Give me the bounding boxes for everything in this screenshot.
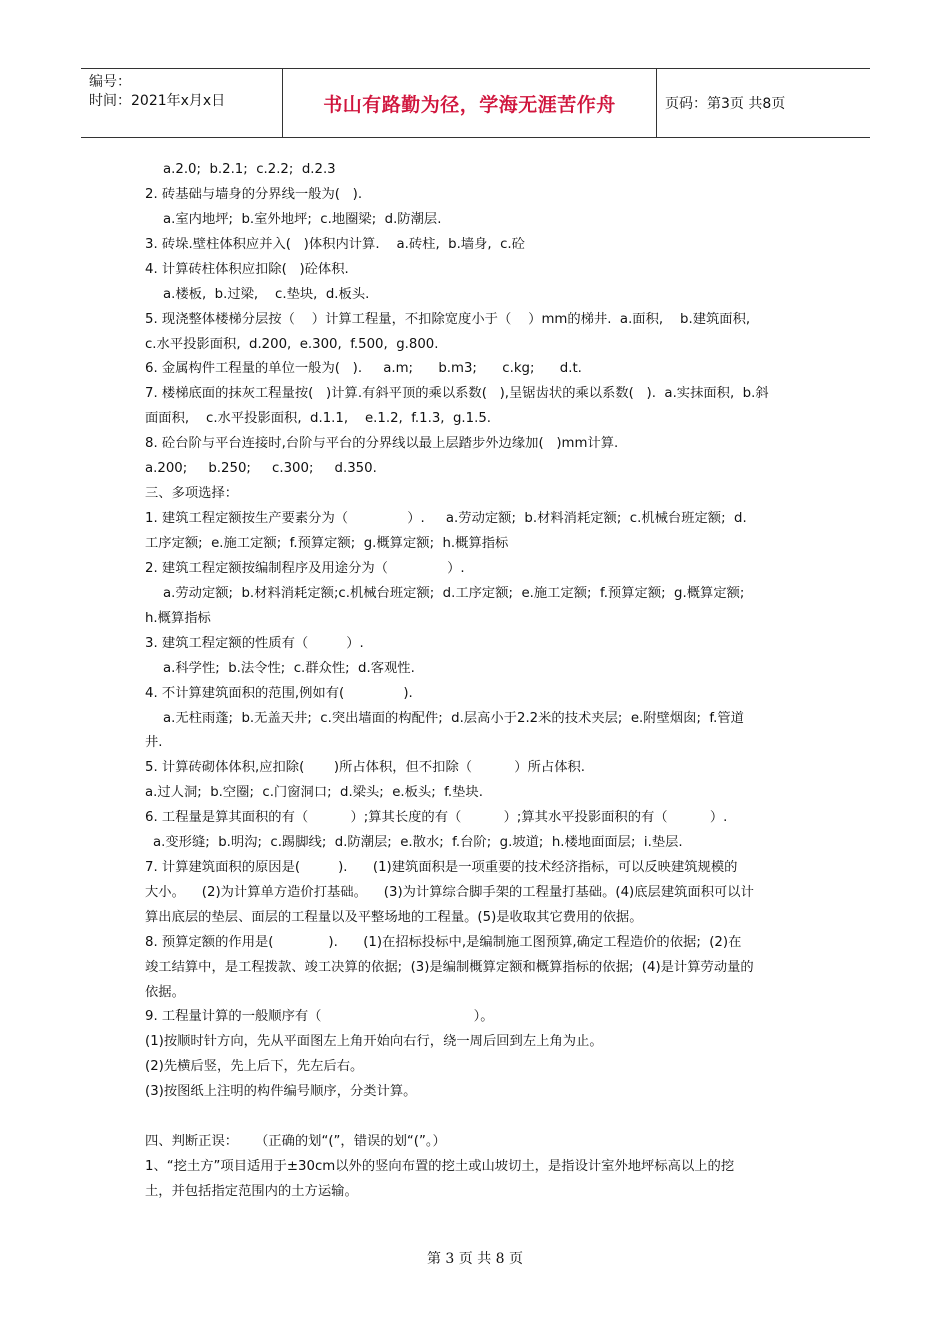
text-line: a.2.0; b.2.1; c.2.2; d.2.3 bbox=[163, 162, 336, 177]
text-line: 4. 计算砖柱体积应扣除( )砼体积. bbox=[145, 262, 349, 277]
text-line: a.室内地坪; b.室外地坪; c.地圈梁; d.防潮层. bbox=[163, 212, 442, 227]
text-line: c.水平投影面积, d.200, e.300, f.500, g.800. bbox=[145, 337, 439, 352]
text-line: (2)先横后竖，先上后下，先左后右。 bbox=[145, 1059, 364, 1074]
text-line: 5. 现浇整体楼梯分层按（ ）计算工程量，不扣除宽度小于（ ）mm的梯井. a.面积, b.建筑面积, bbox=[145, 312, 751, 327]
text-line: 大小。 (2)为计算单方造价打基础。 (3)为计算综合脚手架的工程量打基础。(4)底层建筑面积可以计 bbox=[145, 885, 754, 900]
text-line: 3. 砖垛.壁柱体积应并入( )体积内计算. a.砖柱, b.墙身, c.砼 bbox=[145, 237, 525, 252]
text-line: 算出底层的垫层、面层的工程量以及平整场地的工程量。(5)是收取其它费用的依据。 bbox=[145, 910, 643, 925]
text-line: 2. 砖基础与墙身的分界线一般为( ). bbox=[145, 187, 363, 202]
text-line: 6. 金属构件工程量的单位一般为( ). a.m; b.m3; c.kg; d.t. bbox=[145, 361, 582, 376]
header-page-cell bbox=[657, 69, 870, 137]
motto: 书山有路勤为径，学海无涯苦作舟 bbox=[323, 93, 616, 116]
text-line: 4. 不计算建筑面积的范围,例如有( ). bbox=[145, 686, 413, 701]
page-label: 页码：第3页 共8页 bbox=[665, 96, 786, 112]
text-line: a.楼板, b.过梁, c.垫块, d.板头. bbox=[163, 287, 370, 302]
text-line: 土，并包括指定范围内的土方运输。 bbox=[145, 1184, 358, 1199]
header-meta bbox=[81, 69, 283, 137]
text-line: a.过人洞; b.空圈; c.门窗洞口; d.梁头; e.板头; f.垫块. bbox=[145, 785, 483, 800]
text-line: 8. 砼台阶与平台连接时,台阶与平台的分界线以最上层踏步外边缘加( )mm计算. bbox=[145, 436, 619, 451]
text-line: (1)按顺时针方向，先从平面图左上角开始向右行，绕一周后回到左上角为止。 bbox=[145, 1034, 603, 1049]
section-heading: 三、多项选择： bbox=[145, 486, 239, 501]
text-line: 7. 楼梯底面的抹灰工程量按( )计算.有斜平顶的乘以系数( ),呈锯齿状的乘以系数( ). a.实抹面积, b.斜 bbox=[145, 386, 769, 401]
text-line: 3. 建筑工程定额的性质有（ ）. bbox=[145, 636, 364, 651]
text-line: a.变形缝; b.明沟; c.踢脚线; d.防潮层; e.散水; f.台阶; g.坡道; h.楼地面面层; i.垫层. bbox=[153, 835, 683, 850]
text-line: 依据。 bbox=[145, 985, 185, 1000]
text-line: a.劳动定额; b.材料消耗定额;c.机械台班定额; d.工序定额; e.施工定额; f.预算定额; g.概算定额; bbox=[163, 586, 745, 601]
text-line: h.概算指标 bbox=[145, 611, 211, 626]
page-header bbox=[81, 68, 870, 138]
date-label: 时间：2021年x月x日 bbox=[89, 93, 226, 109]
text-line: 1、“挖土方”项目适用于±30cm以外的竖向布置的挖土或山坡切土，是指设计室外地坪标高以上的挖 bbox=[145, 1159, 735, 1174]
text-line: 8. 预算定额的作用是( ). (1)在招标投标中,是编制施工图预算,确定工程造价的依据; (2)在 bbox=[145, 935, 742, 950]
text-line: 面面积, c.水平投影面积, d.1.1, e.1.2, f.1.3, g.1.5. bbox=[145, 411, 492, 426]
text-line: 7. 计算建筑面积的原因是( ). (1)建筑面积是一项重要的技术经济指标，可以反映建筑规模的 bbox=[145, 860, 738, 875]
text-line: 1. 建筑工程定额按生产要素分为（ ）. a.劳动定额; b.材料消耗定额; c.机械台班定额; d. bbox=[145, 511, 747, 526]
text-line: 9. 工程量计算的一般顺序有（ ）。 bbox=[145, 1009, 494, 1024]
text-line: 6. 工程量是算其面积的有（ ）;算其长度的有（ ）;算其水平投影面积的有（ ）. bbox=[145, 810, 728, 825]
text-line: a.200; b.250; c.300; d.350. bbox=[145, 461, 377, 476]
code-label: 编号： bbox=[89, 74, 131, 90]
text-line: 竣工结算中，是工程拨款、竣工决算的依据; (3)是编制概算定额和概算指标的依据; (4)是计算劳动量的 bbox=[145, 960, 754, 975]
text-line: 5. 计算砖砌体体积,应扣除( )所占体积，但不扣除（ ）所占体积. bbox=[145, 760, 586, 775]
header-motto-cell bbox=[283, 69, 657, 137]
text-line: 2. 建筑工程定额按编制程序及用途分为（ ）. bbox=[145, 561, 465, 576]
section-heading: 四、判断正误： （正确的划“(”，错误的划“(”。） bbox=[145, 1134, 446, 1149]
text-line: a.无柱雨蓬; b.无盖天井; c.突出墙面的构配件; d.层高小于2.2米的技术夹层; e.附壁烟囱; f.管道 bbox=[163, 711, 744, 726]
text-line: 井. bbox=[145, 735, 163, 750]
text-line: a.科学性; b.法令性; c.群众性; d.客观性. bbox=[163, 661, 415, 676]
text-line: 工序定额; e.施工定额; f.预算定额; g.概算定额; h.概算指标 bbox=[145, 536, 509, 551]
page-footer: 第 3 页 共 8 页 bbox=[426, 1251, 524, 1267]
text-line: (3)按图纸上注明的构件编号顺序，分类计算。 bbox=[145, 1084, 417, 1099]
